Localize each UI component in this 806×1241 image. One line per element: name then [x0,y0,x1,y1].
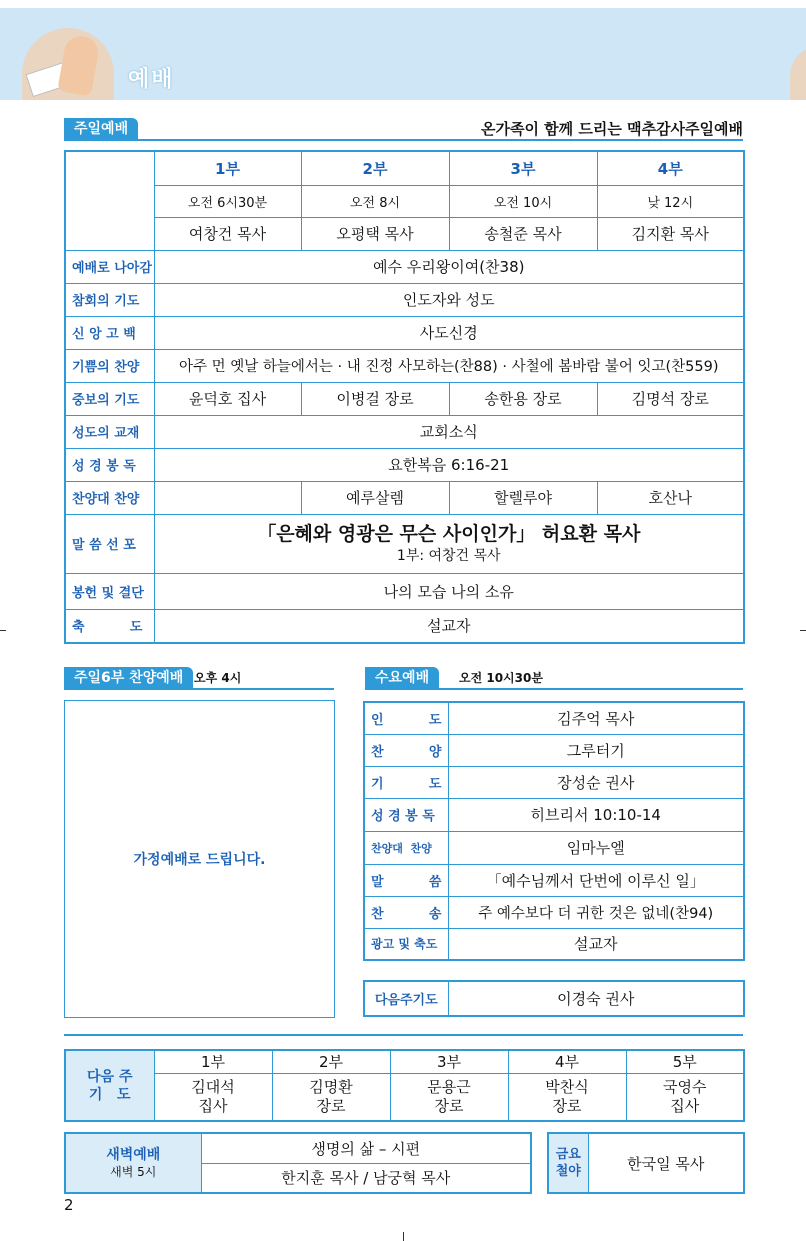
friday-label-1: 금요 [555,1147,581,1162]
row-label: 찬 양 [364,734,448,766]
next-week-label [65,1050,154,1121]
sermon-cell [154,514,744,573]
person-title: 집사 [670,1096,700,1115]
wednesday-table [363,701,745,961]
intercessor: 김명석 장로 [597,382,744,415]
section-underline [365,688,743,690]
row-label: 성 경 봉 독 [65,448,154,481]
row-value: 임마누엘 [448,831,744,864]
sunday6-box [64,700,335,1018]
row-value: 주 예수보다 더 귀한 것은 없네(찬94) [448,896,744,928]
service-time: 낮 12시 [597,185,744,217]
next-week-label-1: 다음 주 [87,1068,133,1085]
row-label: 참회의 기도 [65,283,154,316]
row-label: 찬 송 [364,896,448,928]
row-value: 장성순 권사 [448,766,744,798]
dawn-label-cell [65,1133,201,1193]
sunday-order-table [64,150,745,644]
section-underline [64,688,334,690]
person-name: 국영수 [663,1077,707,1096]
crop-mark [0,630,6,631]
part-header: 3부 [449,151,597,185]
header-top-band [0,0,806,8]
row-label: 말 씀 선 포 [65,514,154,573]
dawn-line2: 한지훈 목사 / 남궁혁 목사 [201,1163,531,1193]
fellowship-value: 교회소식 [154,415,744,448]
dawn-time: 새벽 5시 [110,1165,157,1179]
sunday-subtitle: 온가족이 함께 드리는 맥추감사주일예배 [481,120,743,138]
service-leader: 여창건 목사 [154,217,301,250]
friday-label-cell [548,1133,588,1193]
sunday-worship-label: 주일예배 [64,118,138,140]
creed-value: 사도신경 [154,316,744,349]
week-person [154,1073,272,1121]
service-time: 오전 6시30분 [154,185,301,217]
week-part: 4부 [508,1050,626,1073]
sermon-note: 1부: 여창건 목사 [396,547,501,564]
next-week-table [64,1049,745,1122]
page-title: 예배 [128,66,175,92]
service-leader: 송철준 목사 [449,217,597,250]
week-person [626,1073,744,1121]
dawn-line1: 생명의 삶 – 시편 [201,1133,531,1163]
blessing-value: 설교자 [154,609,744,643]
next-prayer-value: 이경숙 권사 [448,981,744,1016]
intercessor: 송한용 장로 [449,382,597,415]
service-time: 오전 10시 [449,185,597,217]
offering-value: 나의 모습 나의 소유 [154,573,744,609]
dawn-label: 새벽예배 [106,1147,161,1163]
row-label: 중보의 기도 [65,382,154,415]
friday-label-2: 철야 [555,1164,581,1179]
next-week-label-2: 기 도 [88,1086,131,1103]
week-part: 5부 [626,1050,744,1073]
row-label: 기쁨의 찬양 [65,349,154,382]
next-prayer-label: 다음주기도 [364,981,448,1016]
week-person [390,1073,508,1121]
service-leader: 오평택 목사 [301,217,449,250]
row-label: 말 씀 [364,864,448,896]
row-value: 김주억 목사 [448,702,744,734]
divider [64,1034,743,1036]
choir-song: 호산나 [597,481,744,514]
row-value: 「예수님께서 단번에 이루신 일」 [448,864,744,896]
row-label: 기 도 [364,766,448,798]
page-header [0,0,806,100]
person-name: 박찬식 [545,1077,589,1096]
person-name: 문용근 [427,1077,471,1096]
scripture-value: 요한복음 6:16-21 [154,448,744,481]
page-number: 2 [64,1196,74,1214]
wednesday-time: 오전 10시30분 [459,671,543,685]
row-value: 설교자 [448,928,744,960]
friday-table [547,1132,745,1194]
praise-value: 아주 먼 옛날 하늘에서는 · 내 진정 사모하는(찬88) · 사철에 봄바람 불어 잇고(찬559) [154,349,744,382]
service-time: 오전 8시 [301,185,449,217]
person-title: 장로 [552,1096,582,1115]
row-label: 인 도 [364,702,448,734]
person-name: 김명환 [309,1077,353,1096]
row-value: 그루터기 [448,734,744,766]
sermon-title: 「은혜와 영광은 무슨 사이인가」 허요환 목사 [257,522,641,545]
row-label: 예배로 나아감 [65,250,154,283]
person-title: 집사 [198,1096,228,1115]
week-person [272,1073,390,1121]
week-person [508,1073,626,1121]
row-label: 광고 및 축도 [364,928,448,960]
part-header: 4부 [597,151,744,185]
next-prayer-table [363,980,745,1017]
friday-value: 한국일 목사 [588,1133,744,1193]
intercessor: 윤덕호 집사 [154,382,301,415]
wednesday-label: 수요예배 [365,667,439,689]
part-header: 1부 [154,151,301,185]
row-label: 찬양대 찬양 [65,481,154,514]
dawn-table [64,1132,532,1194]
week-part: 2부 [272,1050,390,1073]
person-title: 장로 [434,1096,464,1115]
row-label: 신 앙 고 백 [65,316,154,349]
week-part: 3부 [390,1050,508,1073]
row-label: 성 경 봉 독 [364,798,448,831]
person-name: 김대석 [191,1077,235,1096]
row-value: 히브리서 10:10-14 [448,798,744,831]
week-part: 1부 [154,1050,272,1073]
row-label: 성도의 교재 [65,415,154,448]
sunday6-label: 주일6부 찬양예배 [64,667,193,689]
row-label: 봉헌 및 결단 [65,573,154,609]
crop-mark [403,1232,404,1241]
table-corner [65,151,154,250]
choir-song [154,481,301,514]
service-leader: 김지환 목사 [597,217,744,250]
sunday6-time: 오후 4시 [194,671,242,685]
choir-song: 할렐루야 [449,481,597,514]
prayer-value: 인도자와 성도 [154,283,744,316]
approach-value: 예수 우리왕이여(찬38) [154,250,744,283]
row-label: 축 도 [65,609,154,643]
sunday6-note: 가정예배로 드립니다. [133,852,266,868]
row-label: 찬양대 찬양 [364,831,448,864]
person-title: 장로 [316,1096,346,1115]
part-header: 2부 [301,151,449,185]
intercessor: 이병걸 장로 [301,382,449,415]
choir-song: 예루살렘 [301,481,449,514]
crop-mark [800,630,806,631]
